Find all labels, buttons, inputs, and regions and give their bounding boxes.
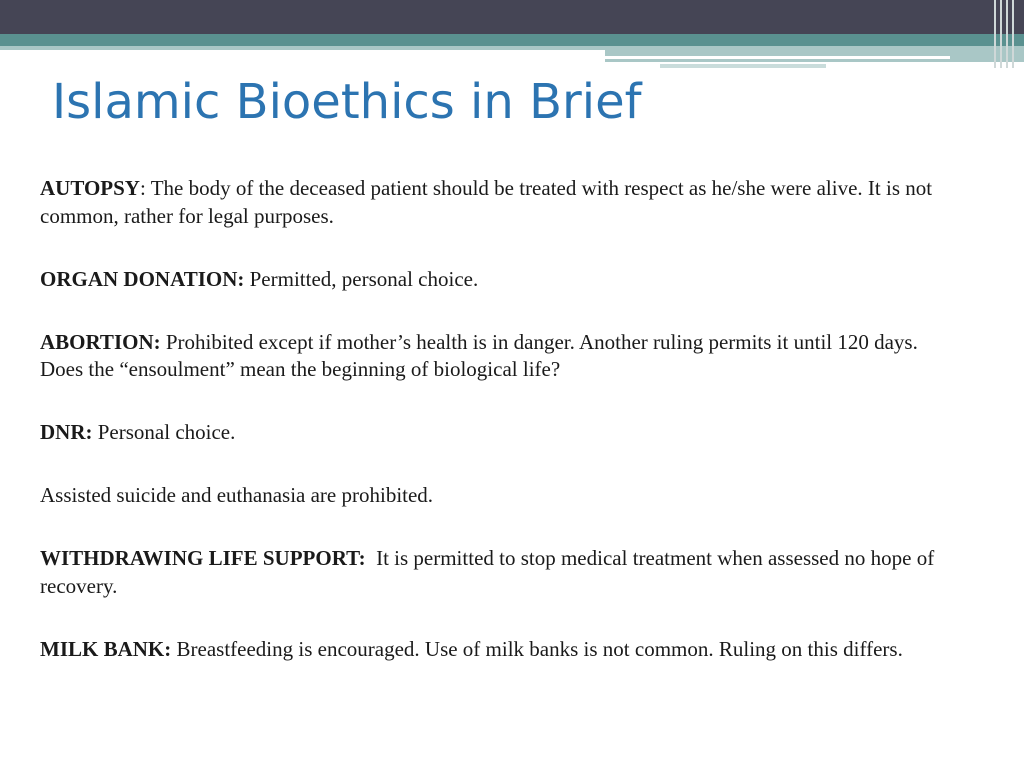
item-text: Breastfeeding is encouraged. Use of milk banks is not common. Ruling on this differs. [176, 636, 903, 661]
item-term: WITHDRAWING LIFE SUPPORT: [40, 546, 366, 570]
item-term: DNR: [40, 420, 93, 444]
header-band-light-left [0, 46, 605, 50]
item-term: MILK BANK: [40, 636, 172, 661]
item-organ-donation [40, 266, 940, 294]
header-band-thin [605, 56, 950, 59]
item-dnr [40, 419, 940, 447]
header-band-dark [0, 0, 1024, 34]
item-assisted-suicide [40, 482, 940, 510]
item-term: AUTOPSY [40, 176, 140, 200]
item-term: ORGAN DONATION: [40, 266, 245, 291]
item-text: It is permitted to stop medical treatment when assessed no hope of recovery. [40, 546, 935, 598]
header-band-teal [0, 34, 1024, 46]
item-text: Assisted suicide and euthanasia are prohibited. [40, 483, 434, 507]
item-separator [366, 546, 377, 570]
slide-title: Islamic Bioethics in Brief [52, 74, 642, 130]
item-text: Permitted, personal choice. [249, 266, 479, 291]
slide-content [40, 175, 940, 663]
item-autopsy [40, 175, 940, 230]
item-term: ABORTION: [40, 329, 161, 354]
item-text: The body of the deceased patient should be treated with respect as he/she were alive. It is not common, rather for legal purposes. [40, 176, 933, 228]
header-band-thin-secondary [660, 64, 826, 68]
item-text: Personal choice. [97, 420, 236, 444]
item-text: Prohibited except if mother’s health is in danger. Another ruling permits it until 120 days. Does the “ensoulment” mean the beginning of biological life? [40, 329, 918, 381]
corner-decoration [990, 0, 1024, 68]
item-separator: : [139, 176, 151, 200]
item-withdrawing-life-support [40, 545, 940, 600]
item-abortion [40, 329, 940, 384]
item-milk-bank [40, 636, 940, 664]
header-band-light-right [605, 46, 1024, 62]
